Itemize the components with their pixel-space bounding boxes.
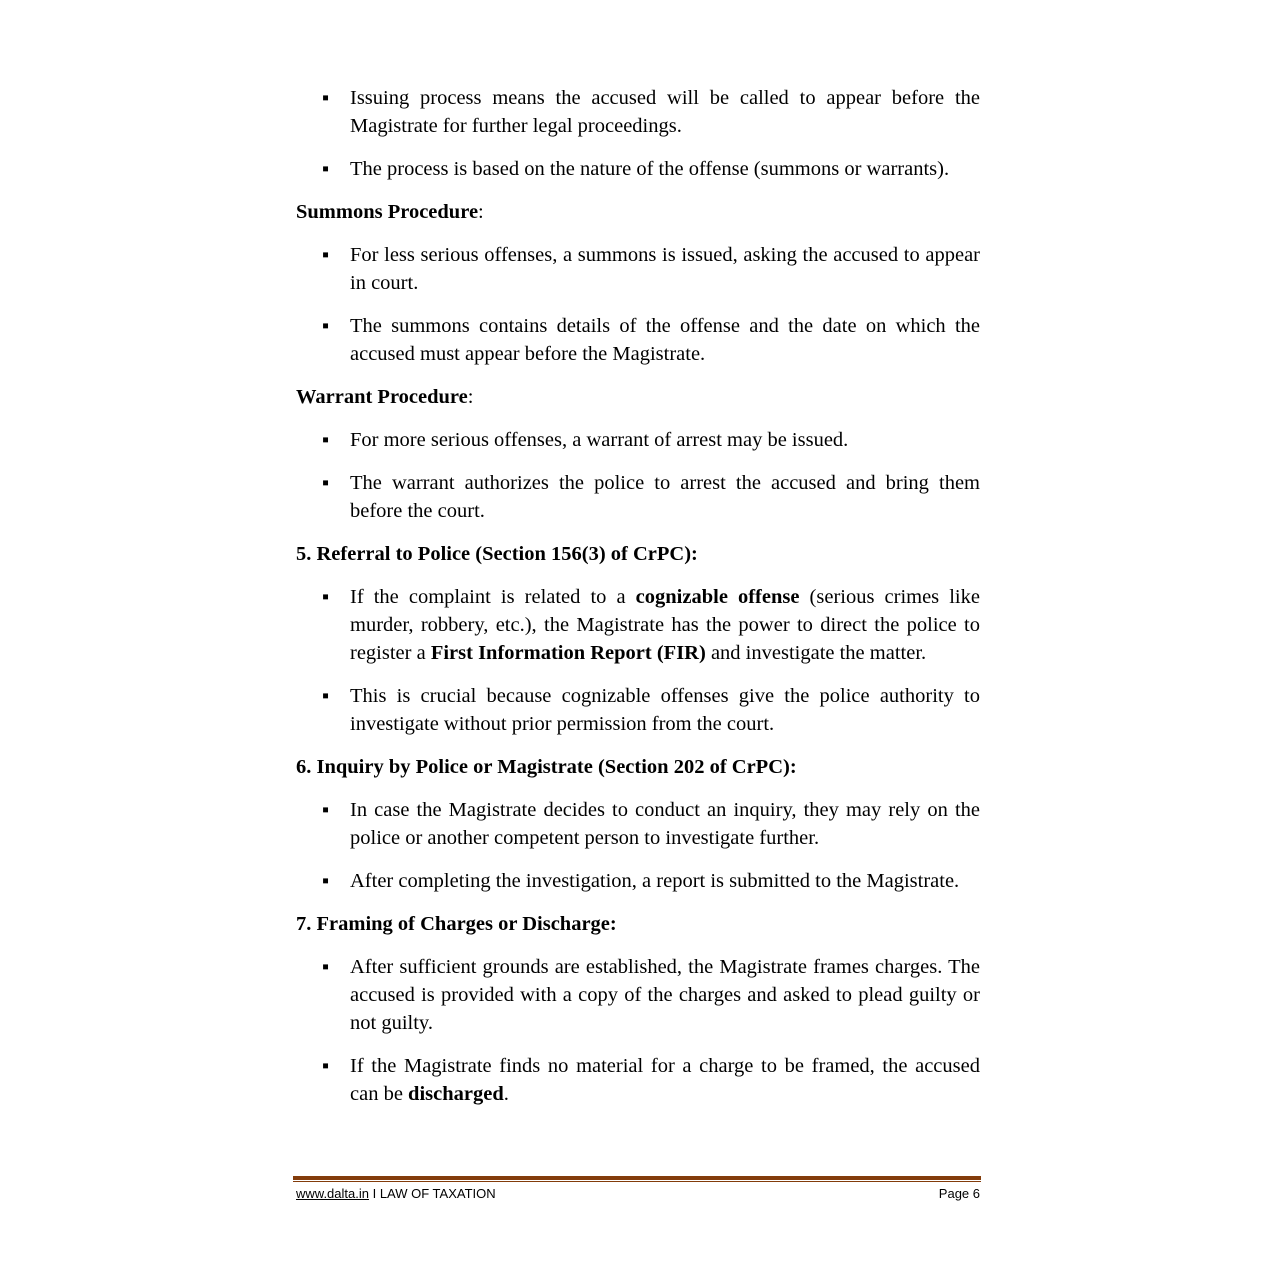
footer-rule: [293, 1176, 981, 1180]
intro-list: [296, 84, 980, 183]
page-number: Page 6: [938, 1186, 980, 1201]
summons-list: [296, 241, 980, 368]
list-item: ▪ The process is based on the nature of the offense (summons or warrants).: [296, 155, 980, 183]
section5-heading: 5. Referral to Police (Section 156(3) of CrPC):: [296, 543, 698, 565]
list-item: ▪ The summons contains details of the offense and the date on which the accused must appear before the Magistrate.: [296, 312, 980, 368]
bullet-icon: ▪: [322, 685, 330, 707]
list-item: ▪ This is crucial because cognizable offenses give the police authority to investigate without prior permission from the court.: [296, 682, 980, 738]
list-item: ▪ The warrant authorizes the police to arrest the accused and bring them before the court.: [296, 469, 980, 525]
discharged-term: discharged: [408, 1083, 504, 1105]
bullet-icon: ▪: [322, 1055, 330, 1077]
bullet-icon: ▪: [322, 472, 330, 494]
section7-list: [296, 953, 980, 1108]
bullet-icon: ▪: [322, 956, 330, 978]
list-item: ▪ In case the Magistrate decides to conduct an inquiry, they may rely on the police or another competent person to investigate further.: [296, 796, 980, 852]
bullet-icon: ▪: [322, 87, 330, 109]
section7-heading: 7. Framing of Charges or Discharge:: [296, 913, 617, 935]
section6-heading: 6. Inquiry by Police or Magistrate (Section 202 of CrPC):: [296, 756, 797, 778]
bullet-icon: ▪: [322, 870, 330, 892]
list-item: ▪ If the complaint is related to a cognizable offense (serious crimes like murder, robbery, etc.), the Magistrate has the power to direct the police to register a First Information Report (FIR) and investigate the matter.: [296, 583, 980, 667]
warrant-list: [296, 426, 980, 525]
bullet-icon: ▪: [322, 158, 330, 180]
section6-list: [296, 796, 980, 895]
document-body: [296, 84, 980, 1123]
section5-list: [296, 583, 980, 738]
list-item: ▪ For more serious offenses, a warrant of arrest may be issued.: [296, 426, 980, 454]
bullet-icon: ▪: [322, 244, 330, 266]
site-link[interactable]: www.dalta.in: [296, 1186, 369, 1201]
list-item: ▪ For less serious offenses, a summons is issued, asking the accused to appear in court.: [296, 241, 980, 297]
summons-heading: Summons Procedure:: [296, 201, 484, 223]
list-item: ▪ After completing the investigation, a report is submitted to the Magistrate.: [296, 867, 980, 895]
page-footer: [296, 1186, 980, 1201]
fir-term: First Information Report (FIR): [430, 642, 706, 664]
footer-rule-thin: [293, 1181, 981, 1182]
list-item: ▪ Issuing process means the accused will be called to appear before the Magistrate for further legal proceedings.: [296, 84, 980, 140]
footer-title: I LAW OF TAXATION: [368, 1186, 496, 1201]
bullet-icon: ▪: [322, 429, 330, 451]
bullet-icon: ▪: [322, 315, 330, 337]
bullet-icon: ▪: [322, 799, 330, 821]
list-item: ▪ After sufficient grounds are established, the Magistrate frames charges. The accused is provided with a copy of the charges and asked to plead guilty or not guilty.: [296, 953, 980, 1037]
warrant-heading: Warrant Procedure:: [296, 386, 474, 408]
cognizable-offense-term: cognizable offense: [635, 586, 800, 608]
list-item: ▪ If the Magistrate finds no material for a charge to be framed, the accused can be discharged.: [296, 1052, 980, 1108]
bullet-icon: ▪: [322, 586, 330, 608]
footer-left: [296, 1186, 496, 1201]
